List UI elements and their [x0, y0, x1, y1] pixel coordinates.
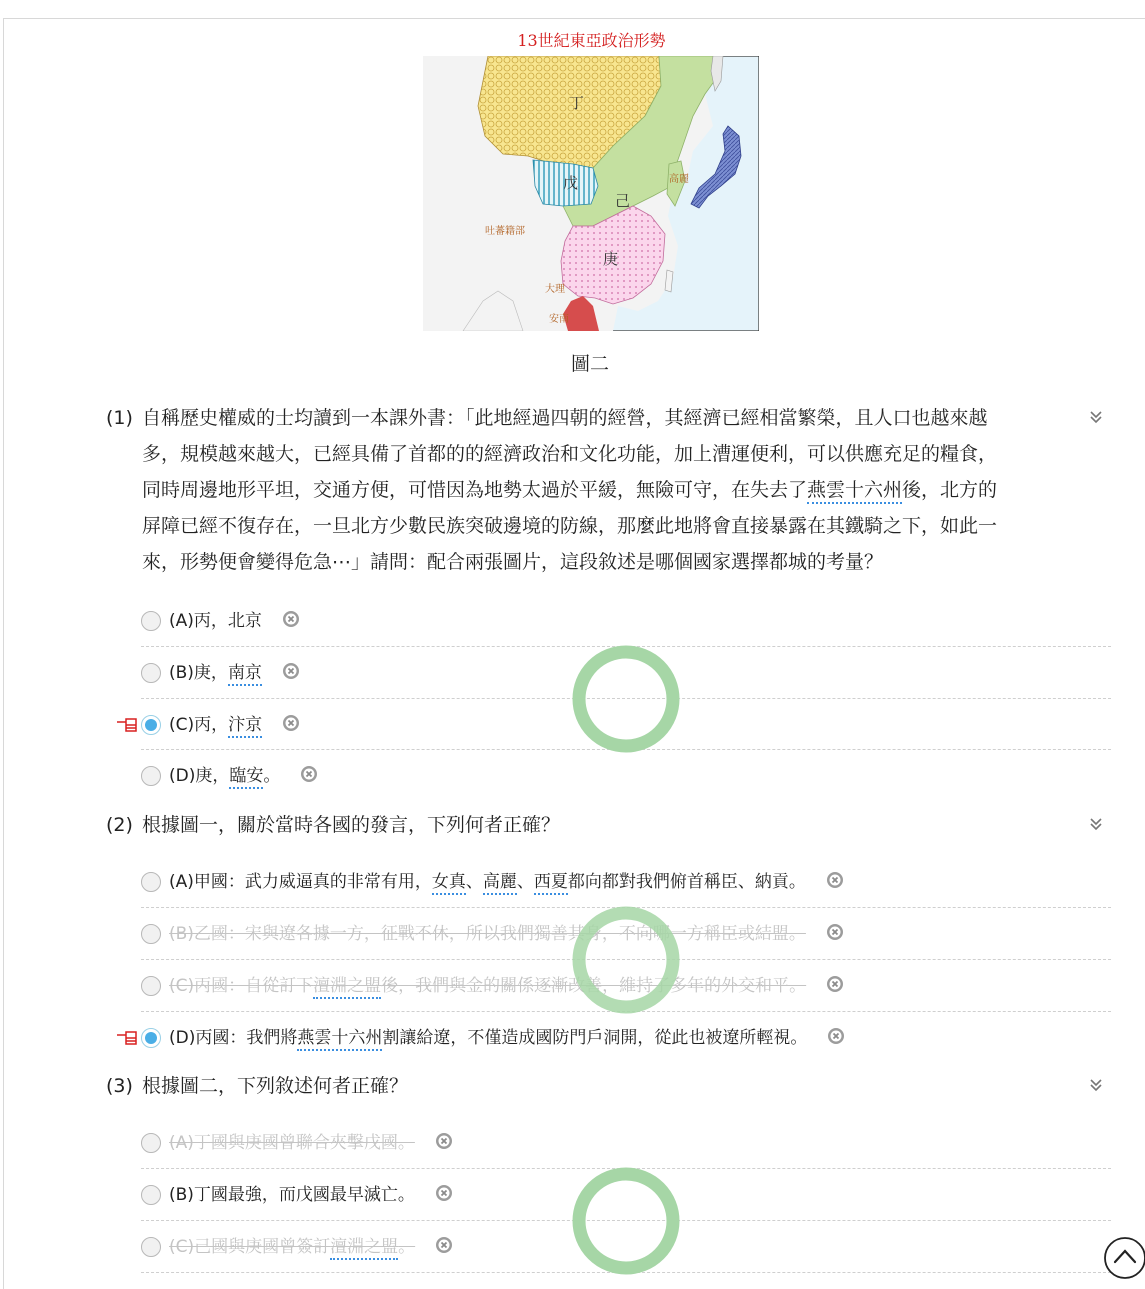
term-link[interactable]: 汴京: [228, 715, 262, 738]
radio-button[interactable]: [141, 1133, 161, 1153]
chevron-down-icon[interactable]: [1087, 408, 1105, 426]
eliminate-icon[interactable]: [435, 1236, 453, 1254]
question-number: (3): [106, 1075, 133, 1097]
correct-answer-circle: [571, 1166, 681, 1276]
question-number: (2): [106, 814, 133, 836]
map-label-goryeo: 高麗: [669, 174, 689, 185]
eliminate-icon[interactable]: [282, 662, 300, 680]
radio-button[interactable]: [141, 766, 161, 786]
eliminate-icon[interactable]: [826, 923, 844, 941]
question-3-text: 根據圖二，下列敘述何者正確？: [142, 1075, 409, 1097]
eliminate-icon[interactable]: [826, 975, 844, 993]
map-label-geng: 庚: [603, 250, 619, 268]
map-label-annan: 安南: [549, 314, 569, 325]
term-link[interactable]: 南京: [228, 663, 262, 686]
radio-button-selected[interactable]: [141, 715, 161, 735]
radio-button[interactable]: [141, 1185, 161, 1205]
term-link[interactable]: 澶淵之盟: [330, 1237, 398, 1260]
radio-button[interactable]: [141, 976, 161, 996]
map-title: 13世紀東亞政治形勢: [517, 31, 666, 50]
question-2-text: 根據圖一，關於當時各國的發言，下列何者正確？: [142, 814, 561, 836]
pointing-hand-icon: [116, 1029, 138, 1047]
term-link[interactable]: 女真: [432, 872, 466, 895]
map-label-tubo: 吐蕃籍部: [485, 226, 525, 237]
radio-button[interactable]: [141, 872, 161, 892]
figure-caption: 圖二: [570, 353, 609, 375]
eliminate-icon[interactable]: [300, 765, 318, 783]
map-label-dali: 大理: [545, 284, 565, 295]
correct-answer-circle: [571, 905, 681, 1015]
term-link[interactable]: 澶淵之盟: [313, 976, 381, 999]
map-figure: [423, 56, 759, 331]
question-number: (1): [106, 407, 133, 429]
radio-button[interactable]: [141, 663, 161, 683]
radio-button-selected[interactable]: [141, 1028, 161, 1048]
eliminate-icon[interactable]: [282, 714, 300, 732]
map-label-ji: 己: [615, 192, 631, 210]
eliminate-icon[interactable]: [282, 610, 300, 628]
chevron-down-icon[interactable]: [1087, 1076, 1105, 1094]
radio-button[interactable]: [141, 924, 161, 944]
pointing-hand-icon: [116, 716, 138, 734]
radio-button[interactable]: [141, 1237, 161, 1257]
eliminate-icon[interactable]: [827, 1027, 845, 1045]
term-link[interactable]: 高麗: [483, 872, 517, 895]
eliminate-icon[interactable]: [826, 871, 844, 889]
eliminate-icon[interactable]: [435, 1184, 453, 1202]
term-link[interactable]: 燕雲十六州: [807, 479, 902, 504]
map-label-wu: 戊: [563, 174, 579, 192]
scroll-to-top-button[interactable]: [1103, 1236, 1145, 1280]
chevron-down-icon[interactable]: [1087, 815, 1105, 833]
term-link[interactable]: 西夏: [534, 872, 568, 895]
eliminate-icon[interactable]: [435, 1132, 453, 1150]
question-1-text: 自稱歷史權威的士均讀到一本課外書：「此地經過四朝的經營，其經濟已經相當繁榮，且人口也越來越 多，規模越來越大，已經具備了首都的的經濟政治和文化功能，加上漕運便利，可以供應充足的糧食， 同時周邊地形平坦，交通方便，可惜因為地勢太過於平緩，無險可守，在失去了燕雲十六州後，北方的 屏障已經不復存在，一旦北方少數民族突破邊境的防線，那麼此地將會直接暴露在其鐵騎之下，如此一 來，形勢便會變得危急⋯」請問：配合兩張圖片，這段敘述是哪個國家選擇都城的考量？: [142, 407, 998, 573]
term-link[interactable]: 燕雲十六州: [297, 1028, 382, 1051]
term-link[interactable]: 臨安: [229, 766, 263, 789]
correct-answer-circle: [571, 644, 681, 754]
radio-button[interactable]: [141, 611, 161, 631]
map-label-ding: 丁: [569, 94, 585, 112]
